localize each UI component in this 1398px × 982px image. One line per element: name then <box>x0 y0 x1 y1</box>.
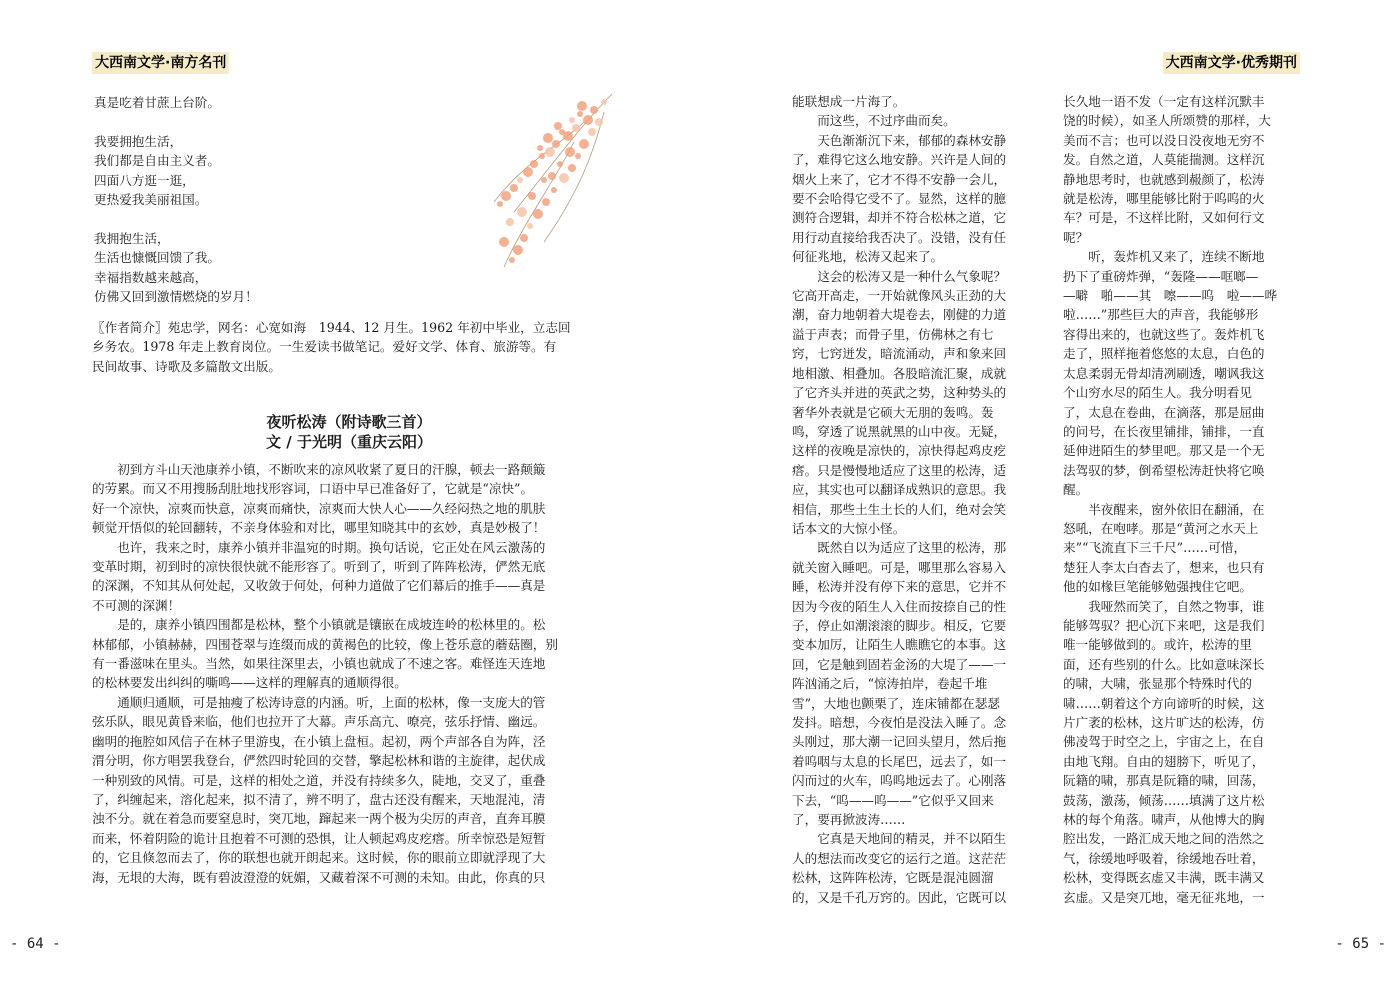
column-line: 面，还有些别的什么。比如意味深长 <box>1063 656 1265 672</box>
column-line: 了，难得它这么地安静。兴许是人间的 <box>792 152 1007 168</box>
column-line: 法驾驭的梦，倒希望松涛赶快将它唤 <box>1063 462 1265 478</box>
column-line: 气，徐缓地呼吸着，徐缓地吞吐着， <box>1063 850 1265 866</box>
right-page <box>699 0 1398 982</box>
column-line: 片广袤的松林，这片旷达的松涛，仿 <box>1063 715 1265 730</box>
column-line: 地相激、相叠加。各股暗流汇聚，成就 <box>792 365 1007 381</box>
column-line: 头刚过，那大潮一记回头望月，然后拖 <box>792 734 1007 750</box>
column-line: 松林，这阵阵松涛，它既是混沌圆溜 <box>792 870 994 886</box>
column-line: 下去，“呜——呜——”它似乎又回来 <box>792 792 994 808</box>
bio-line: 民间故事、诗歌及多篇散文出版。 <box>92 358 281 374</box>
blossom-petal <box>506 218 514 226</box>
column-line: 奢华外表就是它硕大无朋的轰鸣。轰 <box>792 404 994 420</box>
blossom-petal <box>517 177 523 183</box>
blossom-petal <box>530 160 538 168</box>
column-line: 发抖。暗想，今夜怕是没法入睡了。念 <box>792 715 1007 730</box>
column-line: 就关窗入睡吧。可是，哪里那么容易入 <box>792 559 1007 575</box>
column-line: 来”“飞流直下三千尺”……可惜， <box>1063 540 1247 556</box>
column-line: 闪而过的火车，呜呜地远去了。心刚落 <box>792 773 1007 789</box>
right-header-tag: 大西南文学·优秀期刊 <box>1163 52 1300 74</box>
body-line: 顿觉开悟似的轮回翻转，不亲身体验和对比，哪里知晓其中的玄妙，真是妙极了！ <box>92 520 546 536</box>
body-line: 渭分明，你方唱罢我登台，俨然四时轮回的交替，擎起松林和谐的主旋律，起伏成 <box>92 753 546 769</box>
article-title: 夜听松涛（附诗歌三首） <box>266 413 432 431</box>
blossom-petal <box>523 167 533 177</box>
left-page-number: - 64 - <box>10 936 61 952</box>
column-line: 应，其实也可以翻译成熟识的意思。我 <box>792 482 1007 498</box>
blossom-petal <box>559 173 569 183</box>
body-line: 的，它且倏忽而去了，你的联想也就开朗起来。这时候，你的眼前立即就浮现了大 <box>92 850 546 866</box>
bio-line: 乡务农。1978 年走上教育岗位。一生爱读书做笔记。爱好文学、体育、旅游等。有 <box>92 339 557 355</box>
poem-line <box>94 209 484 228</box>
blossom-petal <box>559 129 565 135</box>
body-line: 海，无垠的大海，既有碧波澄澄的妩媚，又藏着深不可测的未知。由此，你真的只 <box>92 869 546 885</box>
blossom-petal <box>548 172 556 180</box>
body-line: 不可测的深渊！ <box>92 597 181 613</box>
column-line: 这会的松涛又是一种什么气象呢？ <box>792 268 1007 284</box>
blossom-petal <box>543 133 553 143</box>
body-line: 初到方斗山天池康养小镇，不断吹来的凉风收紧了夏日的汗腺，顿去一路颠簸 <box>92 462 546 477</box>
column-line: 要不会哈得它受不了。显然，这样的臆 <box>792 191 1007 207</box>
right-column-2 <box>1063 92 1303 907</box>
column-line: 发。自然之道，人莫能揣测。这样沉 <box>1063 152 1265 168</box>
body-line: 变革时期，初到时的凉快很快就不能形容了。听到了，听到了阵阵松涛，俨然无底 <box>92 559 546 575</box>
column-line: 话本文的大惊小怪。 <box>792 520 906 536</box>
column-line: 醒。 <box>1063 482 1089 498</box>
blossom-petal <box>572 124 580 132</box>
body-line: 通顺归通顺，可是抽瘦了松涛诗意的内涵。听，上面的松林，像一支庞大的管 <box>92 694 546 710</box>
blossom-illustration <box>484 92 614 272</box>
column-line: 相信，那些土生土长的人们，绝对会笑 <box>792 501 1007 517</box>
poem-line <box>94 112 484 131</box>
column-line: 听，轰炸机又来了，连续不断地 <box>1063 249 1265 265</box>
poem-line: 仿佛又回到激情燃烧的岁月！ <box>94 289 258 305</box>
column-line: 林的每个角落。啸声，从他博大的胸 <box>1063 812 1265 828</box>
blossom-petal <box>565 147 575 157</box>
blossom-petal <box>577 111 583 117</box>
blossom-petal <box>583 115 593 125</box>
right-column-1 <box>792 92 1032 907</box>
column-line: 了它齐头并进的英武之势，这种势头的 <box>792 385 1007 401</box>
column-line: 玄虚。又是突兀地，毫无征兆地，一 <box>1063 889 1265 905</box>
column-line: 佛凌驾于时空之上，宇宙之上，在自 <box>1063 734 1265 750</box>
body-line: 而来，怀着阴险的诡计且抱着不可测的恐惧，让人顿起鸡皮疙瘩。所幸惊恐是短暂 <box>92 830 546 846</box>
column-line: —噼 啪——其 嚓——呜 啦——哗 <box>1063 288 1278 304</box>
column-line: 就是松涛，哪里能够比附于呜呜的火 <box>1063 191 1265 207</box>
blossom-petal <box>537 145 543 151</box>
column-line: 瘩。只是慢慢地适应了这里的松涛，适 <box>792 462 1007 478</box>
column-line: 他的如椽巨笔能够勉强拽住它吧。 <box>1063 579 1252 595</box>
blossom-petal <box>527 223 533 229</box>
column-line: 能联想成一片海了。 <box>792 94 906 109</box>
column-line: 阮籍的啸，那真是阮籍的啸，回荡， <box>1063 773 1265 789</box>
body-line: 也许，我来之时，康养小镇并非温宛的时期。换句话说，它正处在风云激荡的 <box>92 539 546 555</box>
column-line: 人的想法而改变它的运行之道。这茫茫 <box>792 850 1007 866</box>
body-line: 林郁郁，小镇赫赫，四围苍翠与连缀而成的黄褐色的比较，像上苍乐意的蘑菇圈，别 <box>92 636 558 652</box>
column-line: 怒吼，在咆哮。那是“黄河之水天上 <box>1063 520 1259 536</box>
blossom-petal <box>517 207 527 217</box>
blossom-petal <box>542 198 550 206</box>
column-line: 用行动直接给我否决了。没错，没有任 <box>792 229 1007 245</box>
column-line: 扔下了重磅炸弹，“轰隆——哐啷— <box>1063 268 1259 284</box>
body-line: 好一个凉快，凉爽而快意，凉爽而痛快，凉爽而大快人心——久经闷热之地的肌肤 <box>92 500 546 516</box>
blossom-petal <box>601 99 607 105</box>
column-line: 延伸进陌生的梦里吧。那又是一个无 <box>1063 443 1265 459</box>
column-line: 回，它是触到固若金汤的大堤了——一 <box>792 656 1007 672</box>
poem-line: 更热爱我美丽祖国。 <box>94 192 208 208</box>
blossom-petal <box>577 101 587 111</box>
body-line: 弦乐队，眼见黄昏来临，他们也拉开了大幕。声乐高亢、嘹亮，弦乐抒情、幽远。 <box>92 714 546 730</box>
article-author: 文 / 于光明（重庆云阳） <box>266 433 432 451</box>
blossom-petal <box>568 164 576 172</box>
column-line: 它真是天地间的精灵，并不以陌生 <box>792 831 1007 847</box>
blossom-petal <box>501 191 511 201</box>
column-line: 唯一能够做到的。或许，松涛的里 <box>1063 637 1252 653</box>
column-line: 睡，松涛并没有停下来的意思，它并不 <box>792 579 1007 595</box>
poem-line: 真是吃着甘蔗上台阶。 <box>94 95 220 110</box>
column-line: 着呜咽与太息的长尾巴，远去了，如一 <box>792 753 1007 769</box>
intro-poem <box>94 93 484 306</box>
poem-line: 生活也慷慨回馈了我。 <box>94 250 220 266</box>
column-line: 啦……”那些巨大的声音，我能够形 <box>1063 307 1259 323</box>
body-line: 有一番滋味在里头。当然，如果往深里去，小镇也就成了不速之客。难怪连天连地 <box>92 656 546 672</box>
blossom-petal <box>497 201 503 207</box>
column-line: 的问号，在长夜里铺排，铺排，一直 <box>1063 423 1265 439</box>
blossom-petal <box>510 184 518 192</box>
column-line: 子，停止如潮滚滚的脚步。相反，它要 <box>792 617 1007 633</box>
blossom-petal <box>579 139 589 149</box>
body-line: 的劳累。而又不用搜肠刮肚地找形容词，口语中早已准备好了，它就是“凉快”。 <box>92 481 534 497</box>
column-line: 既然自以为适应了这里的松涛，那 <box>792 540 1007 556</box>
body-line: 一种别致的风情。可是，这样的相处之道，并没有持续多久，陡地，交叉了，重叠 <box>92 772 546 788</box>
body-line: 的松林要发出纠纠的嘶鸣——这样的理解真的通顺得很。 <box>92 675 407 691</box>
column-line: 楚狂人李太白杳去了，想来，也只有 <box>1063 559 1265 575</box>
right-page-number: - 65 - <box>1335 936 1386 952</box>
body-line: 是的，康养小镇四围都是松林，整个小镇就是镶嵌在成坡连岭的松林里的。松 <box>92 617 546 633</box>
column-line: 而这些，不过序曲而矣。 <box>792 113 956 129</box>
column-line: 测符合逻辑，却并不符合松林之道，它 <box>792 210 1007 226</box>
column-line: 雪”，大地也颤栗了，连床铺都在瑟瑟 <box>792 695 1000 711</box>
column-line: 个山穷水尽的陌生人。我分明看见 <box>1063 385 1252 401</box>
author-bio <box>92 318 612 376</box>
blossom-petal <box>569 117 575 123</box>
body-line: 幽明的拖腔如风信子在林子里游曳，在小镇上盘桓。起初，两个声部各自为阵，泾 <box>92 733 546 749</box>
column-line: 这样的夜晚是凉快的，凉快得起鸡皮疙 <box>792 443 1007 459</box>
column-line: 啸……朝着这个方向谛听的时候，这 <box>1063 695 1265 711</box>
article-title-block <box>92 412 606 452</box>
blossom-petal <box>545 147 555 157</box>
blossom-petal <box>541 177 547 183</box>
column-line: 了，太息在卷曲，在滴落，那是屈曲 <box>1063 404 1265 420</box>
column-line: 松林，变得既玄虚又丰满，既丰满又 <box>1063 870 1265 886</box>
blossom-petal <box>557 161 563 167</box>
bio-line: 〖作者简介〗苑忠学，网名：心宽如海 1944、12 月生。1962 年初中毕业，立志回 <box>92 320 571 335</box>
body-line: 浊不分。就在着急而要窒息时，突兀地，蹿起来一两个极为尖厉的声音，直奔耳膜 <box>92 811 546 827</box>
column-line: 呢？ <box>1063 229 1089 245</box>
poem-line: 四面八方逛一逛， <box>94 172 195 188</box>
blossom-petal <box>590 106 598 114</box>
column-line: 腔出发，一路汇成天地之间的浩然之 <box>1063 831 1265 847</box>
column-line: 的啸，大啸，张显那个特殊时代的 <box>1063 676 1252 692</box>
column-line: 窍，七窍迸发，暗流涌动，声和象来回 <box>792 346 1007 362</box>
blossom-petal <box>551 187 557 193</box>
column-line: 静地思考时，也就感到赧颜了，松涛 <box>1063 171 1265 187</box>
column-line: 太息柔弱无骨却清冽刷透，嘲讽我这 <box>1063 365 1265 381</box>
blossom-petal <box>533 209 543 219</box>
column-line: 的，又是千孔万窍的。因此，它既可以 <box>792 889 1007 905</box>
column-line: 潮，奋力地朝着大堤卷去，刚健的力道 <box>792 307 1007 323</box>
poem-line: 我拥抱生活， <box>94 230 170 246</box>
poem-line: 我要拥抱生活， <box>94 133 183 149</box>
body-line: 了，纠缠起来，溶化起来，拟不清了，辨不明了，盘古还没有醒来，天地混沌，清 <box>92 791 546 807</box>
column-line: 由地飞翔。自由的翅膀下，听见了， <box>1063 753 1265 769</box>
blossom-petal <box>520 234 528 242</box>
body-line: 的深渊，不知其从何处起，又收敛于何处，何种力道做了它们幕后的推手——真是 <box>92 578 546 594</box>
column-line: 何征兆地，松涛又起来了。 <box>792 249 944 265</box>
blossom-petal <box>554 122 562 130</box>
poem-line: 我们都是自由主义者。 <box>94 153 220 169</box>
column-line: 能够驾驭？把心沉下来吧，这是我们 <box>1063 617 1265 633</box>
column-line: 鸣，穿透了说黑就黑的山中夜。无疑， <box>792 423 1007 439</box>
column-line: 溢于声表；而骨子里，仿佛林之有七 <box>792 326 994 342</box>
column-line: 变本加厉，让陌生人瞧瞧它的本事。这 <box>792 637 1007 653</box>
column-line: 长久地一语不发（一定有这样沉默丰 <box>1063 94 1265 109</box>
blossom-petal <box>509 257 515 263</box>
column-line: 它高开高走，一开始就像风头正劲的大 <box>792 288 1007 304</box>
blossom-petal <box>595 118 603 126</box>
column-line: 鼓荡，激荡，倾荡……填满了这片松 <box>1063 792 1265 808</box>
column-line: 烟火上来了，它才不得不安静一会儿， <box>792 171 1007 187</box>
column-line: 因为今夜的陌生人入住而按捺自己的性 <box>792 598 1007 614</box>
column-line: 我哑然而笑了，自然之物事，谁 <box>1063 598 1265 614</box>
blossom-petal <box>499 237 509 247</box>
column-line: 阵汹涌之后，“惊涛拍岸，卷起千堆 <box>792 676 988 692</box>
column-line: 美而不言；也可以没日没夜地无穷不 <box>1063 132 1265 148</box>
column-line: 车？可是，不这样比附，又如何行文 <box>1063 210 1265 226</box>
column-line: 半夜醒来，窗外依旧在翻涌，在 <box>1063 501 1265 517</box>
column-line: 容得出来的，也就这些了。轰炸机飞 <box>1063 326 1265 342</box>
blossom-petal <box>588 128 596 136</box>
column-line: 饶的时候），如圣人所颂赞的那样，大 <box>1063 113 1271 129</box>
blossom-petal <box>552 140 560 148</box>
blossom-petal <box>539 153 545 159</box>
column-line: 走了，照样拖着悠悠的太息，白色的 <box>1063 346 1265 362</box>
article-body <box>92 460 610 887</box>
blossom-petal <box>528 192 536 200</box>
column-line: 天色渐渐沉下来，郁郁的森林安静 <box>792 132 1007 148</box>
poem-line: 幸福指数越来越高， <box>94 269 208 285</box>
blossom-petal <box>513 245 523 255</box>
blossom-petal <box>575 153 581 159</box>
column-line: 了，要再掀波涛…… <box>792 812 906 828</box>
left-header-tag: 大西南文学·南方名刊 <box>92 52 229 74</box>
